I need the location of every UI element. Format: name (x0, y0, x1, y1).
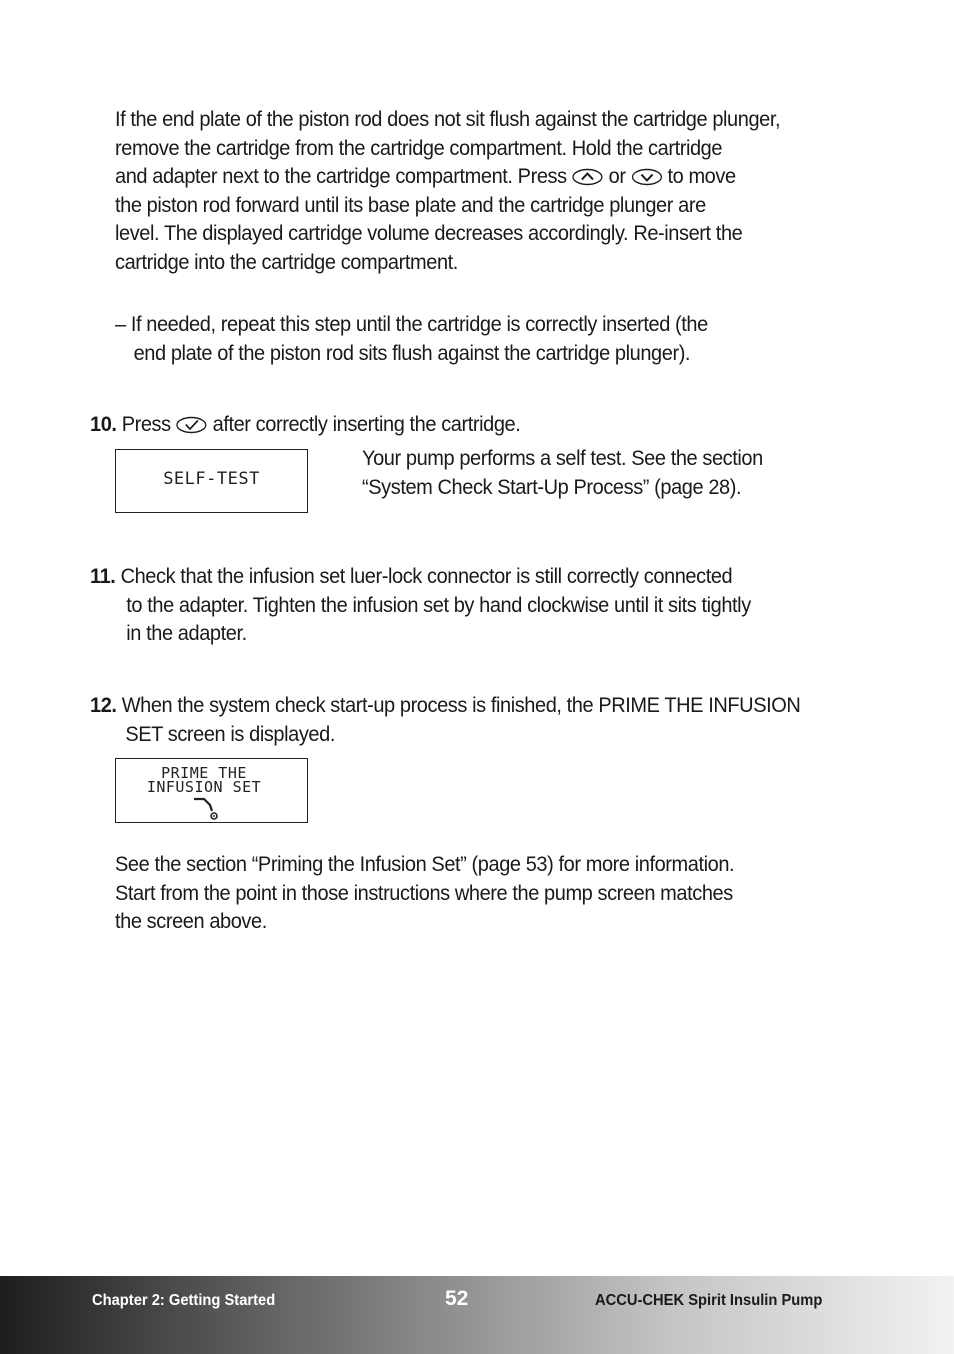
bullet-line: end plate of the piston rod sits flush against the cartridge plunger). (133, 340, 691, 365)
chapter-label: Chapter 2: Getting Started (92, 1292, 276, 1309)
self-test-screen (115, 449, 308, 513)
step-number: 12. (90, 693, 117, 717)
self-test-note (362, 444, 763, 501)
step-11: 11. Check that the infusion set luer-lock connector is still correctly connected to the adapter. Tighten the infusion set by hand clockwise until it sits tightly in the adapter. (90, 562, 751, 648)
step-line: to the adapter. Tighten the infusion set by hand clockwise until it sits tightly (126, 592, 751, 617)
intro-line: remove the cartridge from the cartridge compartment. Hold the cartridge (115, 135, 723, 160)
page-footer (0, 1276, 954, 1354)
prime-infusion-screen (115, 758, 308, 823)
self-test-label: SELF-TEST (163, 469, 260, 489)
step-10: 10. Press after correctly inserting the cartridge. (90, 412, 521, 436)
note-line: “System Check Start-Up Process” (page 28). (362, 474, 742, 499)
closing-line: Start from the point in those instructions where the pump screen matches (115, 880, 733, 905)
step-line: in the adapter. (126, 621, 247, 645)
intro-paragraph (115, 105, 780, 276)
up-button-icon (572, 168, 604, 186)
intro-line-with-icons: and adapter next to the cartridge compartment. Press or to move (115, 164, 736, 188)
step-12: 12. When the system check start-up process is finished, the PRIME THE INFUSION SET screen is displayed. (90, 691, 800, 748)
step-number: 11. (90, 564, 116, 588)
intro-line: If the end plate of the piston rod does not sit flush against the cartridge plunger, (115, 107, 781, 131)
bullet-line: – If needed, repeat this step until the cartridge is correctly inserted (the (115, 312, 708, 336)
closing-paragraph (115, 850, 734, 936)
note-line: Your pump performs a self test. See the section (362, 446, 763, 470)
intro-line: the piston rod forward until its base plate and the cartridge plunger are (115, 192, 706, 217)
step-line: SET screen is displayed. (125, 721, 335, 746)
step-number: 10. (90, 412, 117, 436)
page-number: 52 (445, 1287, 469, 1310)
closing-line: See the section “Priming the Infusion Set” (page 53) for more information. (115, 852, 735, 876)
closing-line: the screen above. (115, 909, 267, 933)
ok-check-button-icon (176, 416, 208, 434)
product-name: ACCU-CHEK Spirit Insulin Pump (595, 1292, 823, 1309)
intro-line: level. The displayed cartridge volume decreases accordingly. Re-insert the (115, 221, 743, 245)
prime-line-2: INFUSION SET (146, 778, 262, 796)
infusion-set-icon (192, 795, 222, 821)
down-button-icon (631, 168, 663, 186)
intro-line: cartridge into the cartridge compartment. (115, 249, 458, 274)
prime-line-1: PRIME THE (161, 764, 247, 782)
repeat-bullet (115, 310, 708, 367)
